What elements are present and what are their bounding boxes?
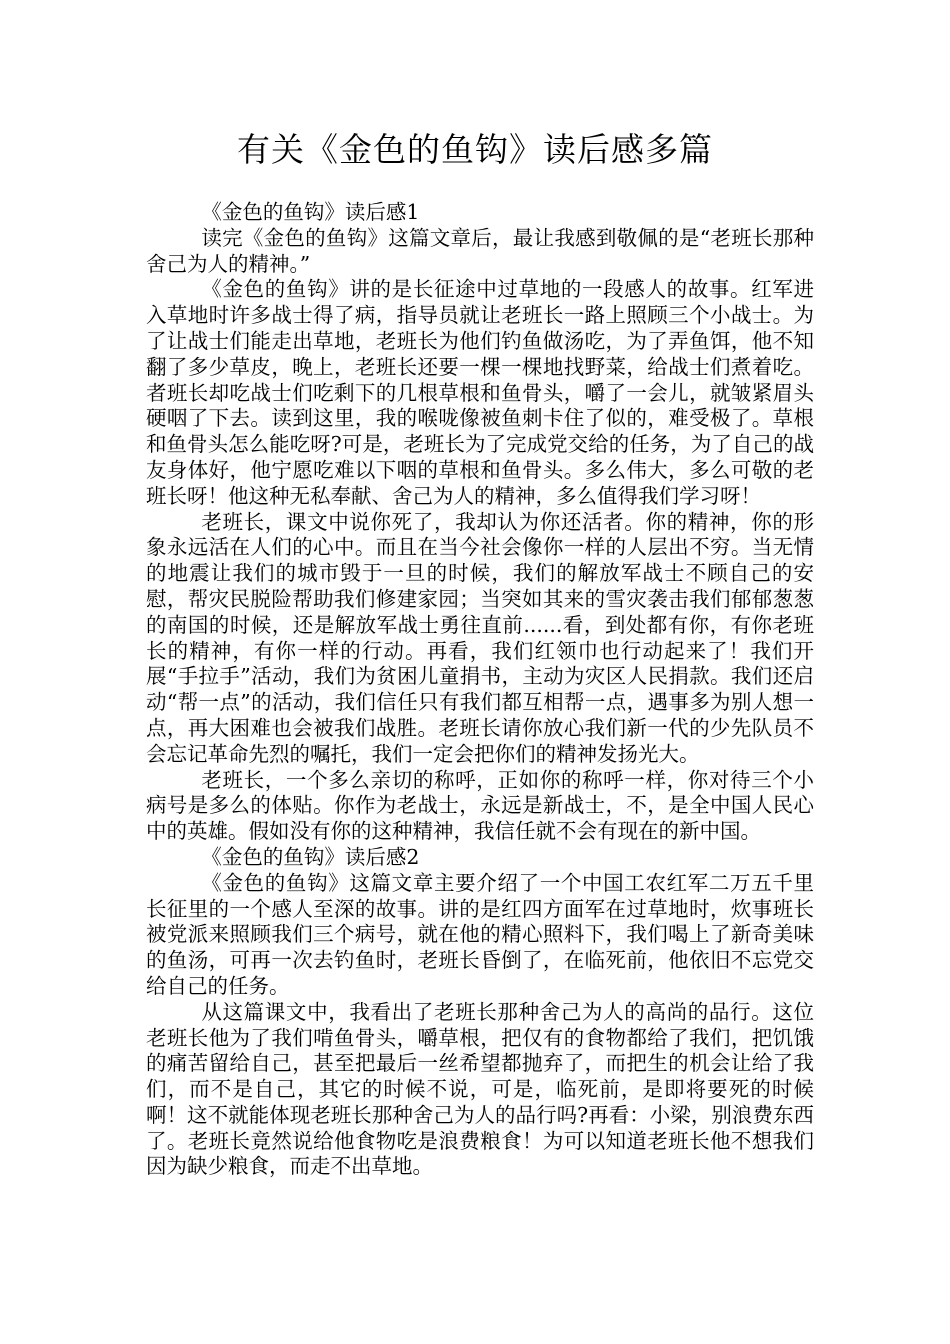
- paragraph: 《金色的鱼钩》这篇文章主要介绍了一个中国工农红军二万五千里长征里的一个感人至深的故事。讲的是红四方面军在过草地时，炊事班长被党派来照顾我们三个病号，就在他的精心照料下，我们喝上了新奇美味的鱼汤，可再一次去钓鱼时，老班长昏倒了，在临死前，他依旧不忘党交给自己的任务。: [146, 870, 814, 998]
- paragraph: 老班长，课文中说你死了，我却认为你还活者。你的精神，你的形象永远活在人们的心中。而且在当今社会像你一样的人层出不穷。当无情的地震让我们的城市毁于一旦的时候，我们的解放军战士不顾自己的安慰，帮灾民脱险帮助我们修建家园；当突如其来的雪灾袭击我们郁郁葱葱的南国的时候，还是解放军战士勇往直前......看，到处都有你，有你老班长的精神，有你一样的行动。再看，我们红领巾也行动起来了！我们开展“手拉手”活动，我们为贫困儿童捐书，主动为灾区人民捐款。我们还启动“帮一点”的活动，我们信任只有我们都互相帮一点，遇事多为别人想一点，再大困难也会被我们战胜。老班长请你放心我们新一代的少先队员不会忘记革命先烈的嘱托，我们一定会把你们的精神发扬光大。: [146, 509, 814, 766]
- document-body: [146, 200, 814, 1180]
- section-heading-1: 《金色的鱼钩》读后感1: [201, 200, 420, 224]
- paragraph: 《金色的鱼钩》讲的是长征途中过草地的一段感人的故事。红军进入草地时许多战士得了病，指导员就让老班长一路上照顾三个小战士。为了让战士们能走出草地，老班长为他们钓鱼做汤吃，为了弄鱼饵，他不知翻了多少草皮，晚上，老班长还要一棵一棵地找野菜，给战士们煮着吃。者班长却吃战士们吃剩下的几根草根和鱼骨头，嚼了一会儿，就皱紧眉头硬咽了下去。读到这里，我的喉咙像被鱼刺卡住了似的，难受极了。草根和鱼骨头怎么能吃呀?可是，老班长为了完成党交给的任务，为了自己的战友身体好，他宁愿吃难以下咽的草根和鱼骨头。多么伟大，多么可敬的老班长呀！他这种无私奉献、舍己为人的精神，多么值得我们学习呀！: [146, 277, 814, 508]
- paragraph: 从这篇课文中，我看出了老班长那种舍己为人的高尚的品行。这位老班长他为了我们啃鱼骨头，嚼草根，把仅有的食物都给了我们，把饥饿的痛苦留给自己，甚至把最后一丝希望都抛弃了，而把生的机会让给了我们，而不是自己，其它的时候不说，可是，临死前，是即将要死的时候啊！这不就能体现老班长那种舍己为人的品行吗?再看：小梁，别浪费东西了。老班长竟然说给他食物吃是浪费粮食！为可以知道老班长他不想我们因为缺少粮食，而走不出草地。: [146, 999, 814, 1179]
- paragraph: 读完《金色的鱼钩》这篇文章后，最让我感到敬佩的是“老班长那种舍己为人的精神。”: [146, 225, 814, 276]
- section-heading-2: 《金色的鱼钩》读后感2: [201, 844, 420, 869]
- paragraph: 老班长，一个多么亲切的称呼，正如你的称呼一样，你对待三个小病号是多么的体贴。你作为老战士，永远是新战士，不，是全中国人民心中的英雄。假如没有你的这种精神，我信任就不会有现在的新中国。: [146, 767, 814, 844]
- document-title: 有关《金色的鱼钩》读后感多篇: [237, 130, 713, 169]
